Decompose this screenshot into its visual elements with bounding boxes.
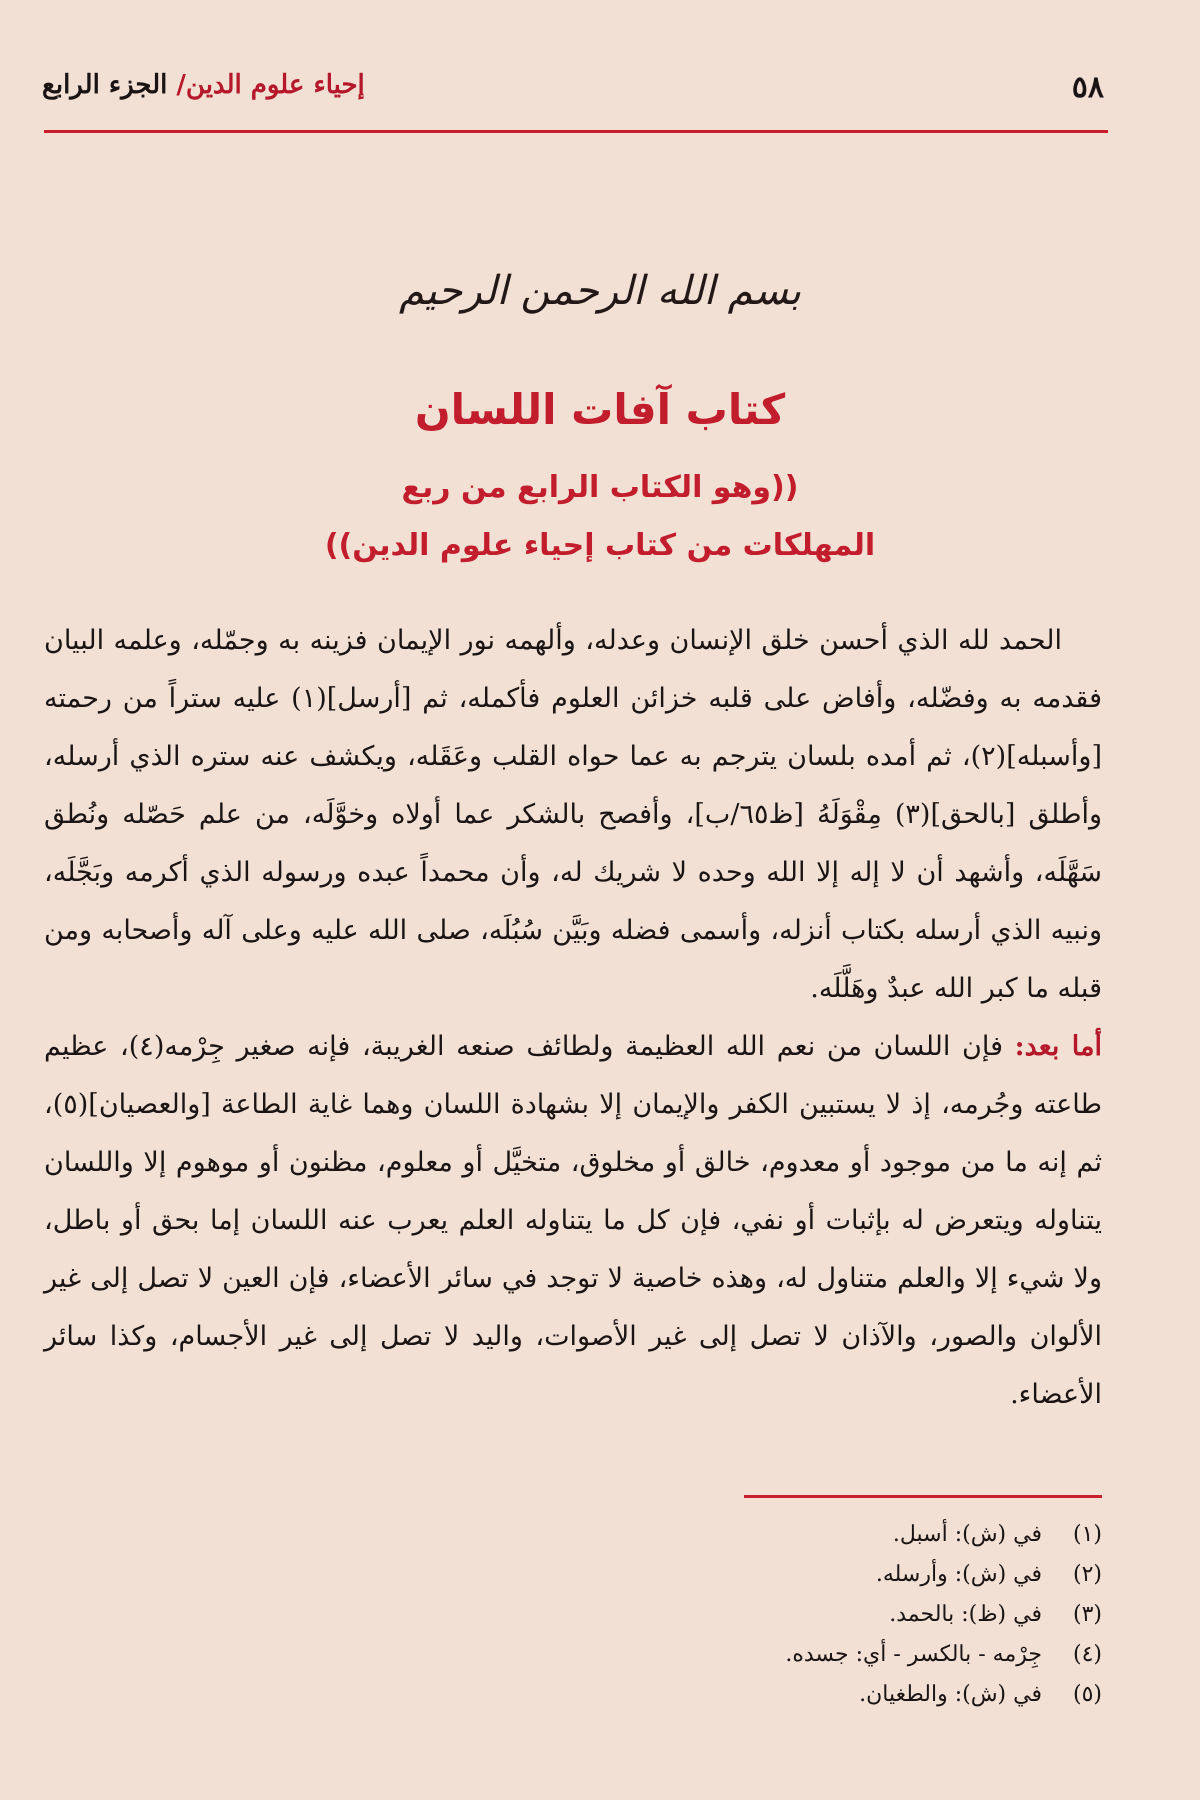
running-title [42,70,365,100]
footnote [302,1635,1102,1675]
footnote-text: في (ش): وأرسله. [875,1562,1042,1587]
paragraph-amma-baad-text: فإن اللسان من نعم الله العظيمة ولطائف صنعه الغريبة، فإنه صغير جِرْمه(٤)، عظيم طاعته وجُرمه، إذ لا يستبين الكفر والإيمان إلا بشهادة اللسان وهما غاية الطاعة [والعصيان](٥)، ثم إنه ما من موجود أو معدوم، خالق أو مخلوق، متخيَّل أو معلوم، مظنون أو موهوم إلا واللسان يتناوله ويتعرض له بإثبات أو نفي، فإن كل ما يتناوله العلم يعرب عنه اللسان إما بحق أو باطل، ولا شيء إلا والعلم متناول له، وهذه خاصية لا توجد في سائر الأعضاء، فإن العين لا تصل إلى غير الألوان والصور، والآذان لا تصل إلى غير الأصوات، واليد لا تصل إلى غير الأجسام، وكذا سائر الأعضاء. [44,1031,1102,1410]
book-subtitle-line1: ((وهو الكتاب الرابع من ربع [401,470,799,505]
footnote-number: (٥) [1072,1682,1102,1707]
book-title: كتاب آفات اللسان [414,385,786,434]
footnote [302,1555,1102,1595]
paragraph-amma-baad [44,1018,1102,1424]
running-book-title: إحياء علوم الدين/ [176,70,365,100]
page-header [42,70,1104,120]
footnote-text: في (ش): أسبل. [892,1522,1042,1547]
lead-in-phrase: أما بعد: [1014,1031,1103,1062]
footnote-text: جِرْمه - بالكسر - أي: جسده. [785,1642,1042,1667]
running-part: الجزء الرابع [42,70,168,100]
basmala: بسم الله الرحمن الرحيم [398,268,802,314]
book-subtitle-line2: المهلكات من كتاب إحياء علوم الدين)) [324,528,876,563]
footnote-text: في (ش): والطغيان. [859,1682,1042,1707]
footnote-rule [744,1495,1102,1498]
footnote-number: (٣) [1072,1602,1102,1627]
footnote-text: في (ظ): بالحمد. [889,1602,1042,1627]
footnote-number: (٤) [1072,1642,1102,1667]
page-number: ٥٨ [1071,70,1104,105]
footnote-number: (٢) [1072,1562,1102,1587]
footnote [302,1595,1102,1635]
header-rule [44,130,1108,133]
footnotes [302,1515,1102,1715]
footnote-number: (١) [1072,1522,1102,1547]
footnote [302,1675,1102,1715]
paragraph-praise: الحمد لله الذي أحسن خلق الإنسان وعدله، وألهمه نور الإيمان فزينه به وجمّله، وعلمه البيان فقدمه به وفضّله، وأفاض على قلبه خزائن العلوم فأكمله، ثم [أرسل](١) عليه ستراً من رحمته [وأسبله](٢)، ثم أمده بلسان يترجم به عما حواه القلب وعَقَله، ويكشف عنه ستره الذي أرسله، وأطلق [بالحق](٣) مِقْوَلَهُ [ظ٦٥/ب]، وأفصح بالشكر عما أولاه وخوَّلَه، من علم حَصّله ونُطق سَهَّلَه، وأشهد أن لا إله إلا الله وحده لا شريك له، وأن محمداً عبده ورسوله الذي أكرمه وبَجَّلَه، ونبيه الذي أرسله بكتاب أنزله، وأسمى فضله وبَيَّن سُبُلَه، صلى الله عليه وعلى آله وأصحابه ومن قبله ما كبر الله عبدٌ وهَلَّلَه. [44,625,1102,1004]
main-text [44,612,1102,1424]
footnote [302,1515,1102,1555]
